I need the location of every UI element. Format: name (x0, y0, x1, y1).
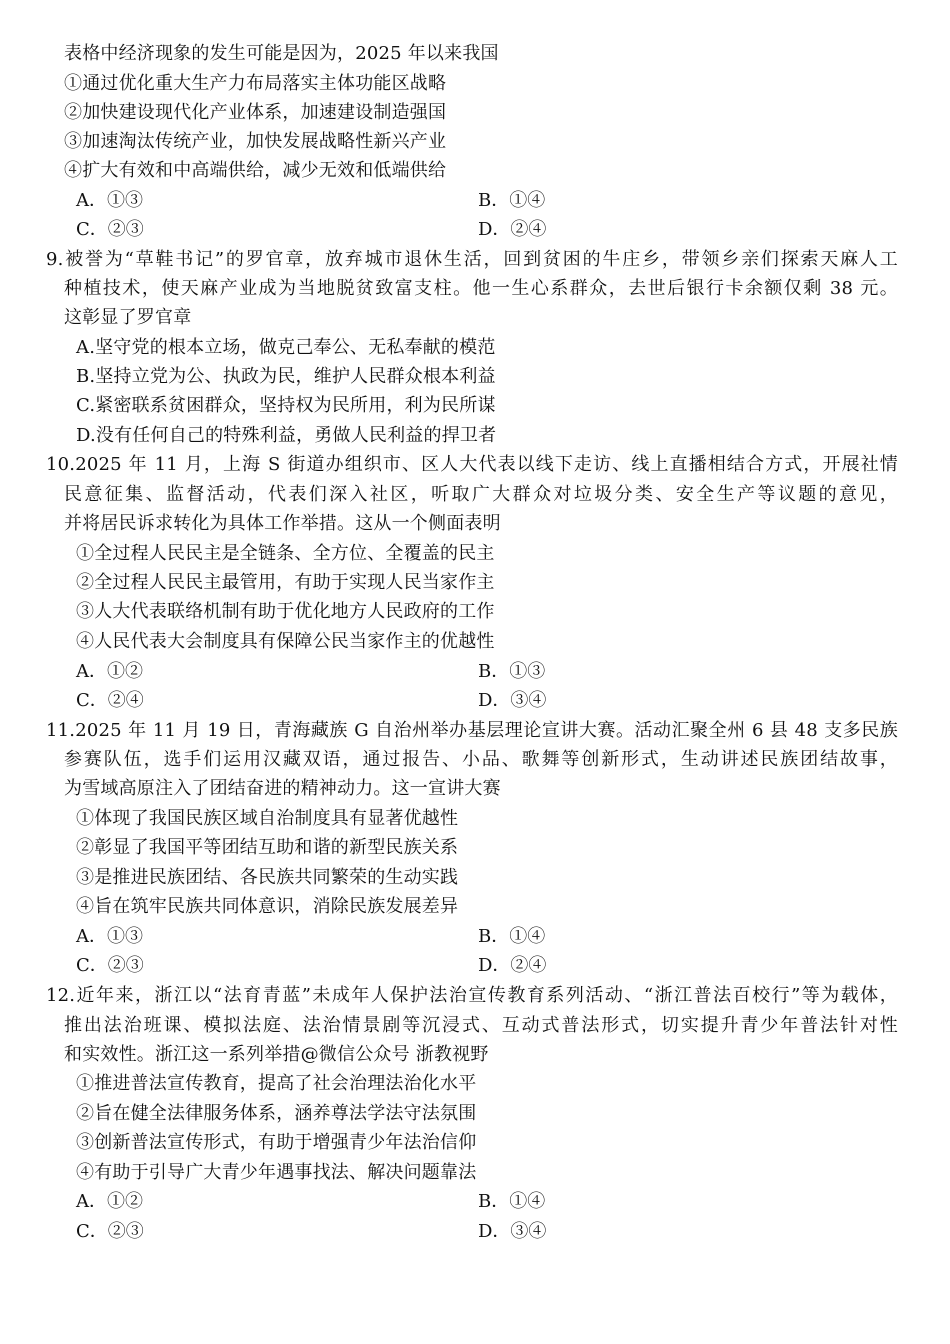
q10-stem-line-2: 民意征集、监督活动，代表们深入社区，听取广大群众对垃圾分类、安全生产等议题的意见， (64, 484, 898, 505)
q9-option-a: A.坚守党的根本立场，做克己奉公、无私奉献的模范 (76, 337, 496, 358)
q10-option-c: C．②④ (76, 690, 144, 711)
q11-stem-line-1: 11.2025 年 11 月 19 日，青海藏族 G 自治州举办基层理论宣讲大赛。活动汇聚全州 6 县 48 支多民族 (46, 720, 898, 741)
q12-option-b: B．①④ (478, 1191, 546, 1212)
q10-item-3: ③人大代表联络机制有助于优化地方人民政府的工作 (76, 601, 495, 622)
q11-item-3: ③是推进民族团结、各民族共同繁荣的生动实践 (76, 867, 459, 888)
q12-option-d: D．③④ (478, 1221, 547, 1242)
q10-item-4: ④人民代表大会制度具有保障公民当家作主的优越性 (76, 631, 495, 652)
q12-item-1: ①推进普法宣传教育，提高了社会治理法治化水平 (76, 1073, 477, 1094)
q11-option-b: B．①④ (478, 926, 546, 947)
q9-stem-line-2: 种植技术，使天麻产业成为当地脱贫致富支柱。他一生心系群众，去世后银行卡余额仅剩 38 元。 (64, 278, 898, 299)
q9-stem-line-3: 这彰显了罗官章 (64, 307, 192, 328)
q11-item-1: ①体现了我国民族区域自治制度具有显著优越性 (76, 808, 459, 829)
q12-option-a: A．①② (76, 1191, 143, 1212)
q11-option-a: A．①③ (76, 926, 143, 947)
q8-option-b: B．①④ (478, 190, 546, 211)
q12-stem-line-1: 12.近年来，浙江以“法育青蓝”未成年人保护法治宣传教育系列活动、“浙江普法百校行”等为载体， (46, 985, 898, 1006)
q10-option-b: B．①③ (478, 661, 546, 682)
q10-item-2: ②全过程人民民主最管用，有助于实现人民当家作主 (76, 572, 495, 593)
q9-stem-line-1: 9.被誉为“草鞋书记”的罗官章，放弃城市退休生活，回到贫困的牛庄乡，带领乡亲们探索天麻人工 (46, 249, 898, 270)
q8-option-c: C．②③ (76, 219, 144, 240)
q10-option-a: A．①② (76, 661, 143, 682)
q12-item-3: ③创新普法宣传形式，有助于增强青少年法治信仰 (76, 1132, 477, 1153)
q9-option-c: C.紧密联系贫困群众，坚持权为民所用，利为民所谋 (76, 395, 496, 416)
q12-item-4: ④有助于引导广大青少年遇事找法、解决问题靠法 (76, 1162, 477, 1183)
q10-stem-line-1: 10.2025 年 11 月，上海 S 街道办组织市、区人大代表以线下走访、线上直播相结合方式，开展社情 (46, 454, 898, 475)
q8-stem: 表格中经济现象的发生可能是因为，2025 年以来我国 (64, 43, 499, 64)
q8-item-4: ④扩大有效和中高端供给，减少无效和低端供给 (64, 160, 447, 181)
q10-stem-line-3: 并将居民诉求转化为具体工作举措。这从一个侧面表明 (64, 513, 501, 534)
q12-item-2: ②旨在健全法律服务体系，涵养尊法学法守法氛围 (76, 1103, 477, 1124)
q11-stem-line-3: 为雪域高原注入了团结奋进的精神动力。这一宣讲大赛 (64, 778, 501, 799)
q8-item-3: ③加速淘汰传统产业，加快发展战略性新兴产业 (64, 131, 447, 152)
q11-item-4: ④旨在筑牢民族共同体意识，消除民族发展差异 (76, 896, 459, 917)
q8-option-d: D．②④ (478, 219, 547, 240)
q9-option-d: D.没有任何自己的特殊利益，勇做人民利益的捍卫者 (76, 425, 497, 446)
q8-item-2: ②加快建设现代化产业体系，加速建设制造强国 (64, 102, 447, 123)
q11-stem-line-2: 参赛队伍，选手们运用汉藏双语，通过报告、小品、歌舞等创新形式，生动讲述民族团结故事， (64, 749, 898, 770)
q12-option-c: C．②③ (76, 1221, 144, 1242)
q8-option-a: A．①③ (76, 190, 143, 211)
q12-stem-line-3: 和实效性。浙江这一系列举措@微信公众号 浙教视野 (64, 1044, 489, 1065)
q11-item-2: ②彰显了我国平等团结互助和谐的新型民族关系 (76, 837, 459, 858)
q11-option-c: C．②③ (76, 955, 144, 976)
q8-item-1: ①通过优化重大生产力布局落实主体功能区战略 (64, 73, 447, 94)
q10-option-d: D．③④ (478, 690, 547, 711)
q9-option-b: B.坚持立党为公、执政为民，维护人民群众根本利益 (76, 366, 496, 387)
q11-option-d: D．②④ (478, 955, 547, 976)
q10-item-1: ①全过程人民民主是全链条、全方位、全覆盖的民主 (76, 543, 495, 564)
q12-stem-line-2: 推出法治班课、模拟法庭、法治情景剧等沉浸式、互动式普法形式，切实提升青少年普法针对性 (64, 1015, 898, 1036)
